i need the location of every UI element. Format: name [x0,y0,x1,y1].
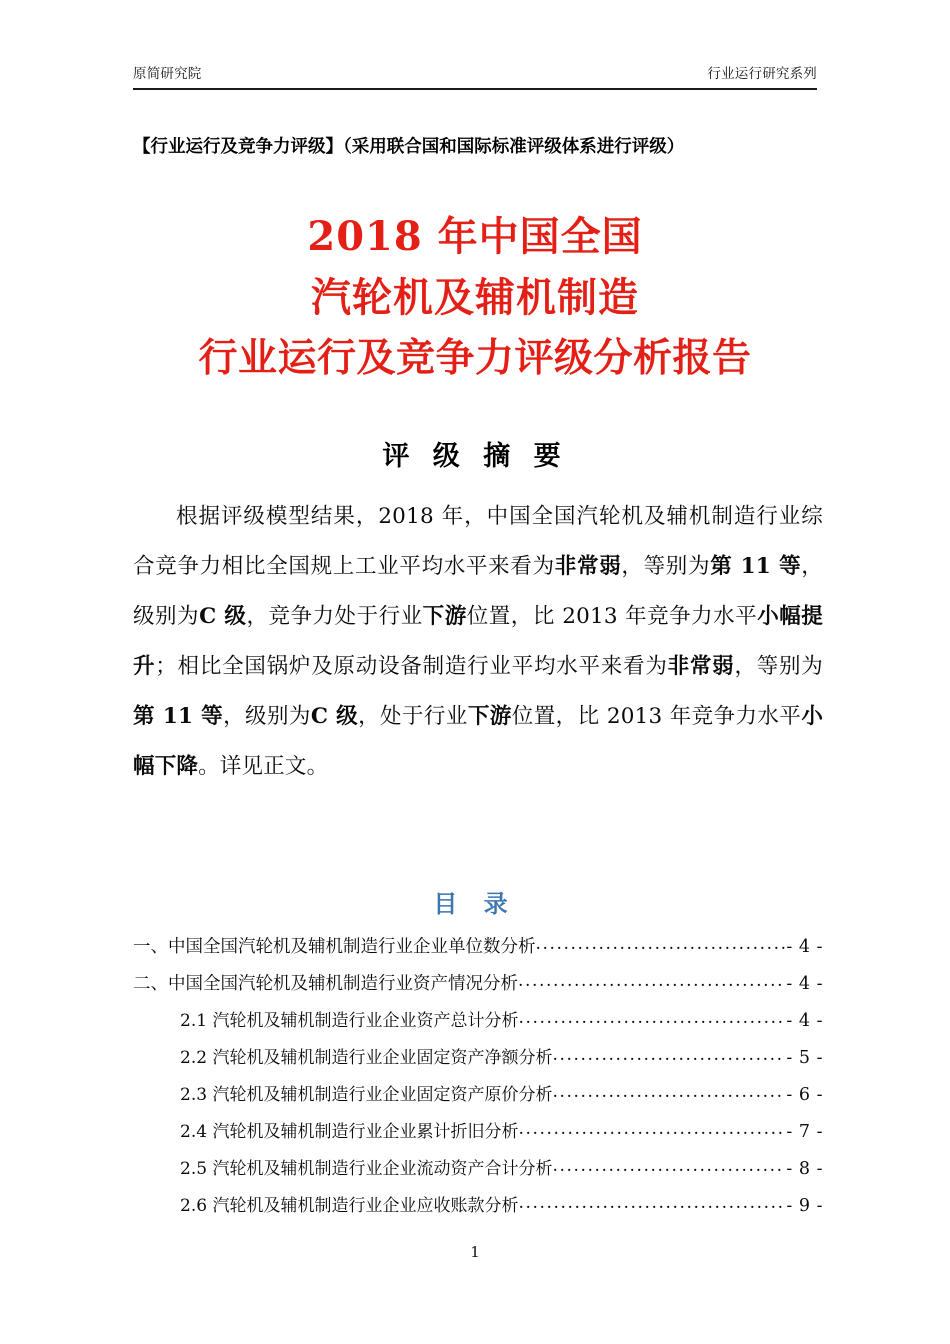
summary-heading: 评 级 摘 要 [382,441,568,472]
report-title [0,206,950,389]
toc-dot-leader [518,1203,785,1220]
toc-entry[interactable] [133,1188,823,1225]
summary-emphasis: 非常弱 [554,554,622,579]
report-title-line-1: 2018 年中国全国 [307,213,643,260]
toc-entry[interactable] [133,1040,823,1077]
toc-dot-leader [536,944,786,962]
toc-dot-leader [552,1092,785,1109]
summary-text: 。详见正文。 [198,754,329,779]
toc-entry-label: 2.2 汽轮机及辅机制造行业企业固定资产净额分析 [180,1048,553,1068]
toc-entry[interactable] [133,1114,823,1151]
toc-entry[interactable] [133,1151,823,1188]
toc-dot-leader [518,1018,785,1035]
toc-entry-page: - 7 - [786,1122,823,1142]
toc-entry-label: 2.5 汽轮机及辅机制造行业企业流动资产合计分析 [180,1159,553,1179]
summary-emphasis: 第 11 等 [710,554,802,579]
toc-heading: 目 录 [433,890,517,918]
summary-paragraph [133,492,823,792]
summary-emphasis: 第 11 等 [133,704,224,729]
summary-text: ，级别为 [133,554,823,629]
footer-page-number: 1 [470,1243,480,1261]
table-of-contents [133,929,823,1225]
running-header [133,66,817,90]
summary-text: ，级别为 [223,704,311,729]
toc-entry-label: 2.1 汽轮机及辅机制造行业企业资产总计分析 [180,1011,519,1031]
toc-entry[interactable] [133,966,823,1003]
summary-emphasis: C 级 [310,704,359,729]
header-right-text: 行业运行研究系列 [707,66,817,82]
summary-text: 位置，比 2013 年竞争力水平 [511,704,802,729]
toc-entry-label: 2.6 汽轮机及辅机制造行业企业应收账款分析 [180,1196,519,1216]
summary-text: ；相比全国锅炉及原动设备制造行业平均水平来看为 [155,654,668,679]
summary-emphasis: 非常弱 [667,654,735,679]
summary-emphasis: 下游 [422,604,467,629]
toc-entry[interactable] [133,1003,823,1040]
report-title-line-2: 汽轮机及辅机制造 [311,274,639,321]
toc-dot-leader [518,1129,785,1146]
toc-dot-leader [552,1055,785,1072]
header-left-text: 原简研究院 [133,66,202,82]
rating-scheme-line: 【行业运行及竞争力评级】（采用联合国和国际标准评级体系进行评级） [133,137,685,157]
toc-entry[interactable] [133,929,823,966]
toc-entry-page: - 4 - [786,1011,823,1031]
summary-emphasis: C 级 [199,604,247,629]
toc-entry-page: - 5 - [786,1048,823,1068]
summary-text: 根据评级模型结果，2018 年，中国全国汽轮机及辅机制造行业综合竞争力相比全国规上工业平均水平来看为 [133,504,823,579]
summary-emphasis: 小幅下降 [133,704,824,779]
summary-text: ，处于行业 [358,704,468,729]
toc-entry-page: - 9 - [786,1196,823,1216]
toc-entry[interactable] [133,1077,823,1114]
summary-emphasis: 下游 [467,704,512,729]
toc-entry-page: - 6 - [786,1085,823,1105]
toc-dot-leader [518,981,785,999]
report-title-line-3: 行业运行及竞争力评级分析报告 [198,335,752,381]
summary-text: ，等别为 [734,654,823,679]
summary-text: ，等别为 [621,554,711,579]
toc-entry-label: 二、中国全国汽轮机及辅机制造行业资产情况分析 [133,974,518,994]
toc-entry-page: - 4 - [786,937,823,957]
toc-entry-label: 2.4 汽轮机及辅机制造行业企业累计折旧分析 [180,1122,519,1142]
toc-entry-page: - 4 - [786,974,823,994]
toc-dot-leader [552,1166,785,1183]
toc-entry-label: 2.3 汽轮机及辅机制造行业企业固定资产原价分析 [180,1085,553,1105]
toc-entry-page: - 8 - [786,1159,823,1179]
summary-text: 位置，比 2013 年竞争力水平 [466,604,758,629]
toc-entry-label: 一、中国全国汽轮机及辅机制造行业企业单位数分析 [133,937,536,957]
summary-text: ，竞争力处于行业 [246,604,423,629]
summary-emphasis: 小幅提升 [133,604,824,679]
